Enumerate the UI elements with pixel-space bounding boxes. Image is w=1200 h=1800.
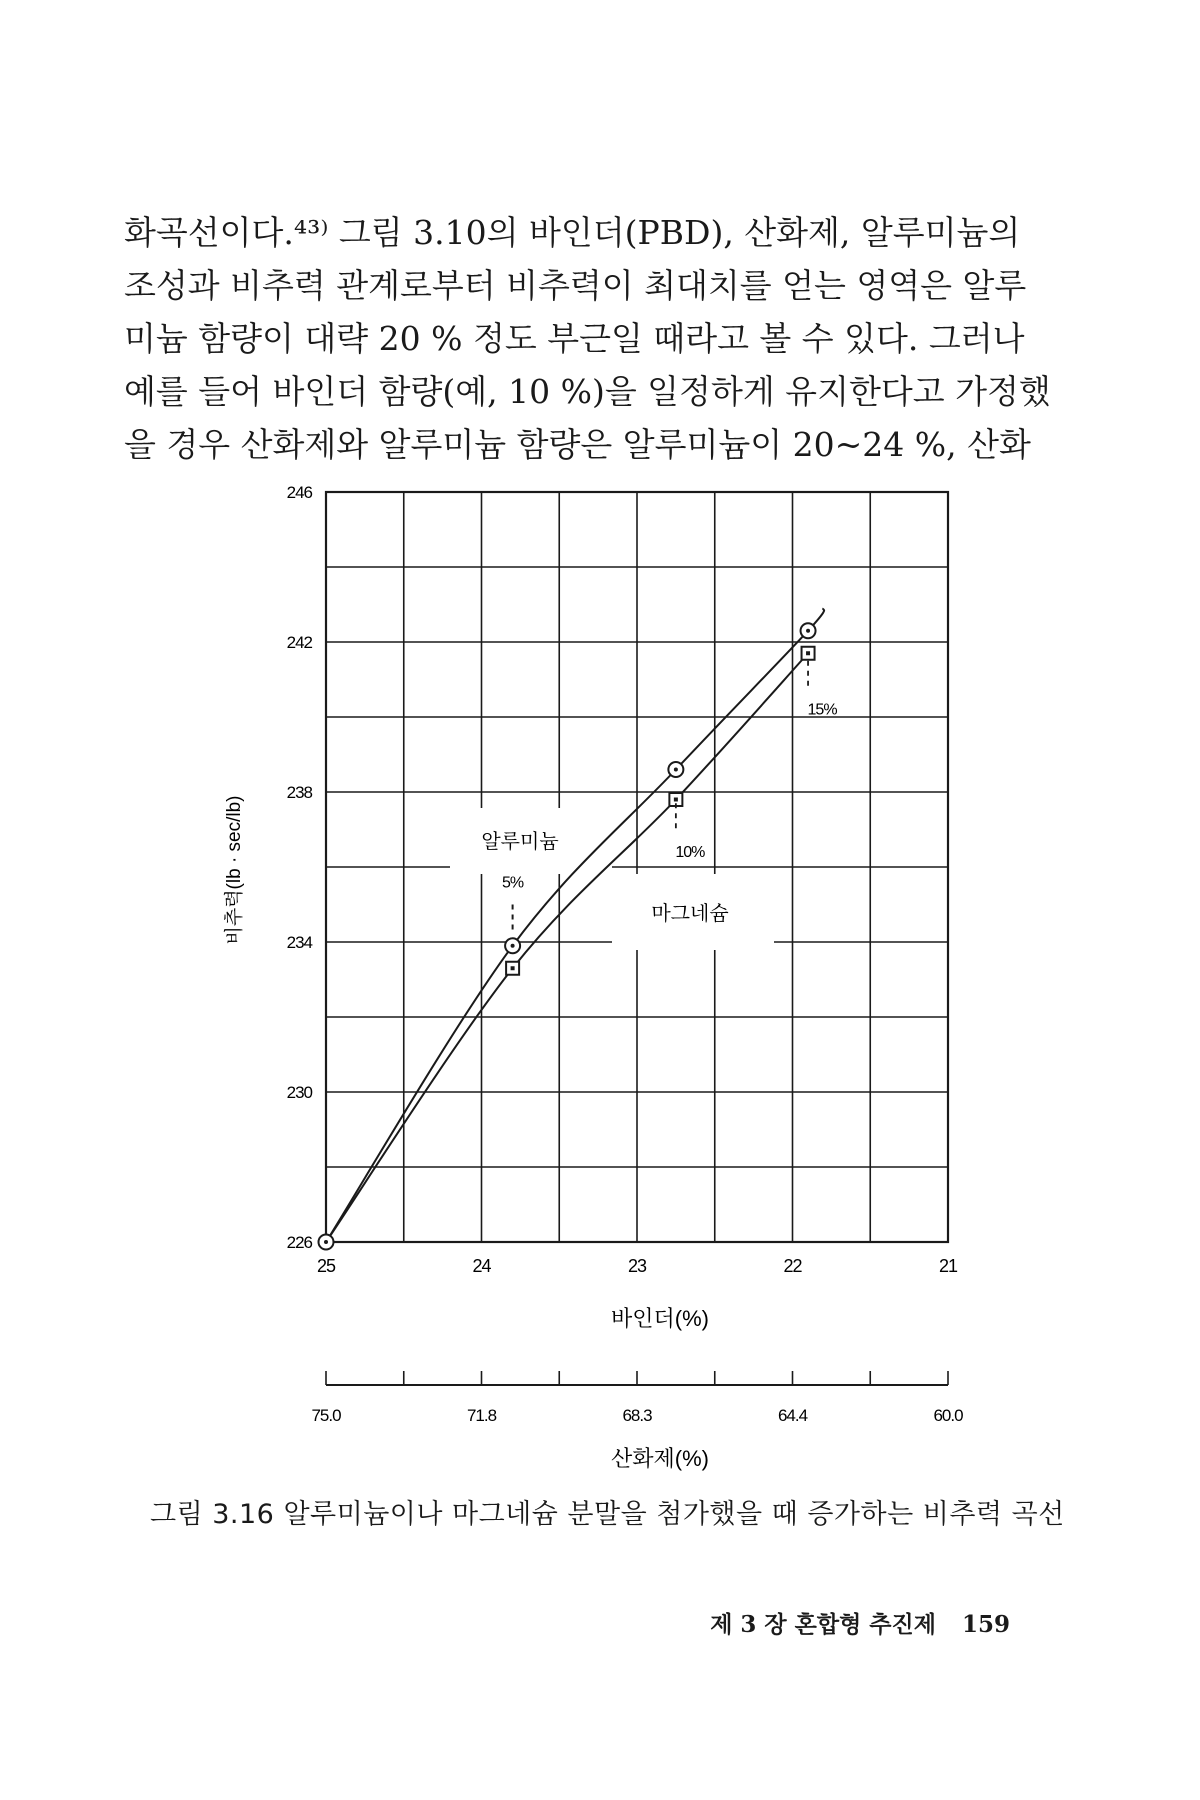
data-point-center bbox=[511, 966, 515, 970]
annotation-label: 10% bbox=[675, 844, 705, 861]
data-point-center bbox=[324, 1240, 328, 1244]
y-tick-label: 246 bbox=[286, 483, 312, 502]
secondary-axis-label: 산화제(%) bbox=[611, 1446, 709, 1471]
data-point-center bbox=[674, 768, 678, 772]
x-tick-label: 24 bbox=[472, 1256, 491, 1276]
secondary-tick-label: 64.4 bbox=[777, 1406, 808, 1425]
annotation-label: 5% bbox=[502, 874, 524, 892]
y-tick-label: 230 bbox=[286, 1083, 312, 1102]
secondary-tick-label: 68.3 bbox=[622, 1406, 652, 1425]
secondary-tick-label: 75.0 bbox=[311, 1406, 341, 1425]
data-point-center bbox=[674, 798, 678, 802]
data-point-center bbox=[806, 651, 810, 655]
x-axis-label: 바인더(%) bbox=[611, 1306, 709, 1331]
paragraph-line: 조성과 비추력 관계로부터 비추력이 최대치를 얻는 영역은 알루 bbox=[124, 266, 1027, 305]
data-point-center bbox=[806, 629, 810, 633]
chapter-title: 제 3 장 혼합형 추진제 bbox=[710, 1611, 936, 1638]
x-tick-label: 25 bbox=[316, 1256, 336, 1276]
y-axis-label: 비추력(lb · sec/lb) bbox=[224, 795, 245, 945]
annotation-label: 15% bbox=[807, 701, 837, 719]
secondary-tick-label: 60.0 bbox=[933, 1406, 963, 1425]
paragraph-line: 미늄 함량이 대략 20 % 정도 부근일 때라고 볼 수 있다. 그러나 bbox=[124, 319, 1025, 358]
page-number: 159 bbox=[961, 1611, 1010, 1638]
x-tick-label: 23 bbox=[627, 1256, 647, 1276]
y-tick-label: 242 bbox=[286, 633, 312, 652]
y-tick-label: 234 bbox=[286, 933, 312, 952]
series-label-magnesium: 마그네슘 bbox=[651, 903, 729, 925]
paragraph-line: 을 경우 산화제와 알루미늄 함량은 알루미늄이 20~24 %, 산화 bbox=[124, 425, 1031, 464]
x-tick-label: 21 bbox=[938, 1256, 958, 1276]
running-footer bbox=[710, 1606, 1010, 1639]
secondary-tick-label: 71.8 bbox=[466, 1406, 497, 1425]
paragraph-line: 예를 들어 바인더 함량(예, 10 %)을 일정하게 유지한다고 가정했 bbox=[124, 372, 1051, 411]
x-tick-label: 22 bbox=[783, 1256, 802, 1276]
data-point-center bbox=[511, 944, 515, 948]
y-tick-label: 226 bbox=[286, 1233, 312, 1252]
figure-caption: 그림 3.16 알루미늄이나 마그네슘 분말을 첨가했을 때 증가하는 비추력 곡선 bbox=[150, 1499, 1065, 1530]
paragraph-line: 화곡선이다.⁴³⁾ 그림 3.10의 바인더(PBD), 산화제, 알루미늄의 bbox=[124, 213, 1021, 252]
y-tick-label: 238 bbox=[286, 783, 312, 802]
series-label-aluminum: 알루미늄 bbox=[481, 831, 559, 853]
